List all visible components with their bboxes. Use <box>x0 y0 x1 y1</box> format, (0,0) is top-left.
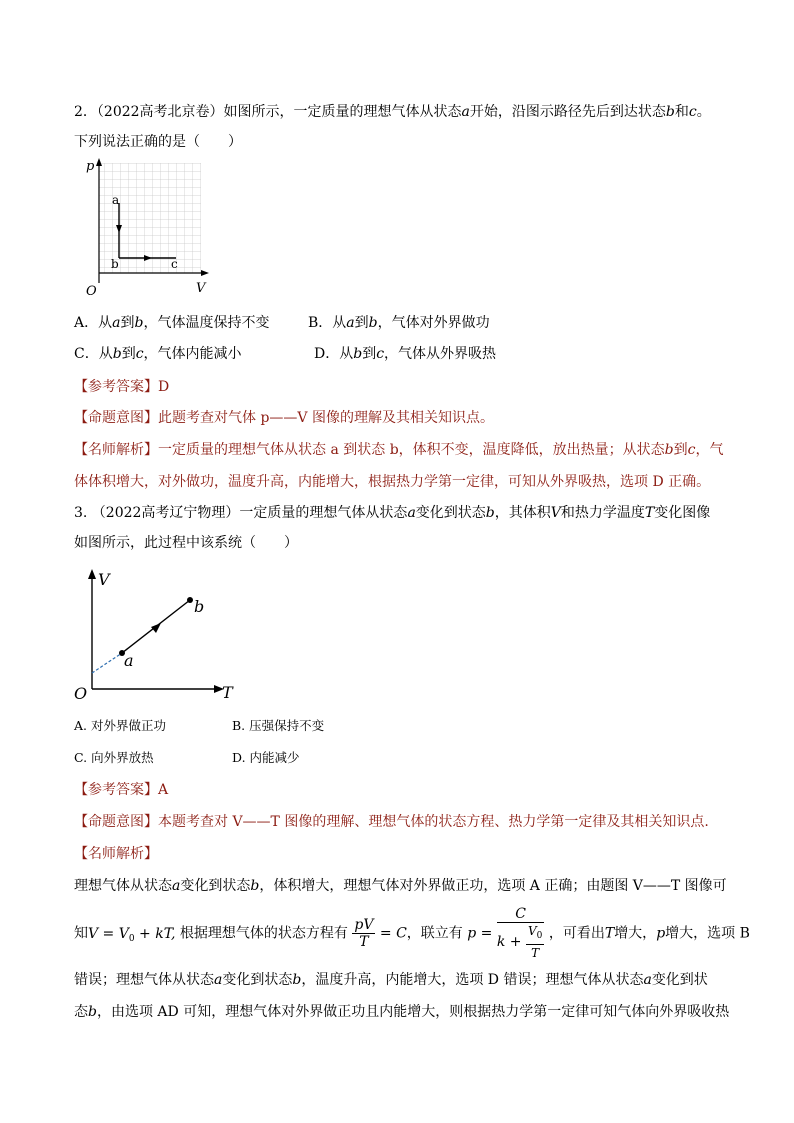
q3-point-a: a <box>124 651 134 670</box>
q2-option-b: B．从a到b，气体对外界做功 <box>308 315 490 331</box>
q3-point-b-dot <box>187 597 193 603</box>
q3-point-b: b <box>194 597 205 616</box>
q3-vt-graph <box>70 565 250 705</box>
q2-analysis-line2: 体体积增大，对外做功，温度升高，内能增大，根据热力学第一定律，可知从外界吸热，选项 D 正确。 <box>74 474 711 490</box>
q2-point-b: b <box>111 257 119 271</box>
q2-answer: 【参考答案】D <box>74 379 170 395</box>
q2-options-cd <box>74 344 497 364</box>
q3-options-cd <box>74 748 300 768</box>
q3-option-c: C. 向外界放热 <box>74 750 154 765</box>
q2-analysis-line1: 【名师解析】一定质量的理想气体从状态 a 到状态 b，体积不变，温度降低，放出热量；从状态b到c，气 <box>74 442 724 458</box>
q3-analysis-line4: 态b，由选项 AD 可知，理想气体对外界做正功且内能增大，则根据热力学第一定律可知气体向外界吸收热 <box>74 1004 730 1020</box>
q3-extrapolation <box>92 653 122 673</box>
q3-answer: 【参考答案】A <box>74 782 169 798</box>
q2-point-a: a <box>112 193 120 207</box>
q3-analysis-line2: 知$V = V_0$ + kT, 根据理想气体的状态方程有 $\frac{pV}{T}$ = C，联立有 p = C k + $\frac{V_0}{T}$ ，可看出T增大，p增大，选项 B <box>74 906 750 960</box>
q3-stem-line1: 3. （2022高考辽宁物理）一定质量的理想气体从状态a变化到状态b，其体积V和热力学温度T变化图像 <box>74 505 711 521</box>
q2-x-label: V <box>196 281 206 296</box>
q3-equation-pressure: C k + $\frac{V_0}{T}$ <box>496 906 543 960</box>
q3-y-label: V <box>98 570 110 589</box>
q3-analysis-label: 【名师解析】 <box>74 846 158 862</box>
q2-y-label: p <box>86 159 95 174</box>
q2-options-ab <box>74 313 490 333</box>
q2-intent: 【命题意图】此题考查对气体 p——V 图像的理解及其相关知识点。 <box>74 410 494 426</box>
q3-stem-line2: 如图所示，此过程中该系统（ ） <box>74 535 298 551</box>
q3-origin-label: O <box>74 684 88 703</box>
q3-option-b: B. 压强保持不变 <box>232 718 325 733</box>
q2-origin-label: O <box>86 284 97 299</box>
q3-options-ab <box>74 716 325 736</box>
q3-equation-state: $\frac{pV}{T}$ <box>354 917 374 950</box>
q2-point-c: c <box>171 257 178 271</box>
q3-option-a: A. 对外界做正功 <box>74 718 166 733</box>
q3-analysis-line3: 错误；理想气体从状态a变化到状态b，温度升高，内能增大，选项 D 错误；理想气体从状态a变化到状 <box>74 972 708 988</box>
q2-stem-line1: 2．（2022高考北京卷）如图所示，一定质量的理想气体从状态a开始，沿图示路径先后到达状态b和c。 <box>74 104 711 120</box>
q2-pv-graph <box>80 155 220 300</box>
q3-analysis-line1: 理想气体从状态a变化到状态b，体积增大，理想气体对外界做正功，选项 A 正确；由题图 V——T 图像可 <box>74 878 727 894</box>
q2-option-d: D．从b到c，气体从外界吸热 <box>314 346 497 362</box>
q2-option-c: C．从b到c，气体内能减小 <box>74 346 242 362</box>
q3-option-d: D. 内能减少 <box>232 750 300 765</box>
q2-stem-line2: 下列说法正确的是（ ） <box>74 134 242 150</box>
q3-x-label: T <box>222 683 233 702</box>
q2-option-a: A．从a到b，气体温度保持不变 <box>74 315 270 331</box>
q3-intent: 【命题意图】本题考查对 V——T 图像的理解、理想气体的状态方程、热力学第一定律及其相关知识点. <box>74 814 709 830</box>
q3-formula-v: $V = V_0$ + kT, <box>88 925 176 944</box>
